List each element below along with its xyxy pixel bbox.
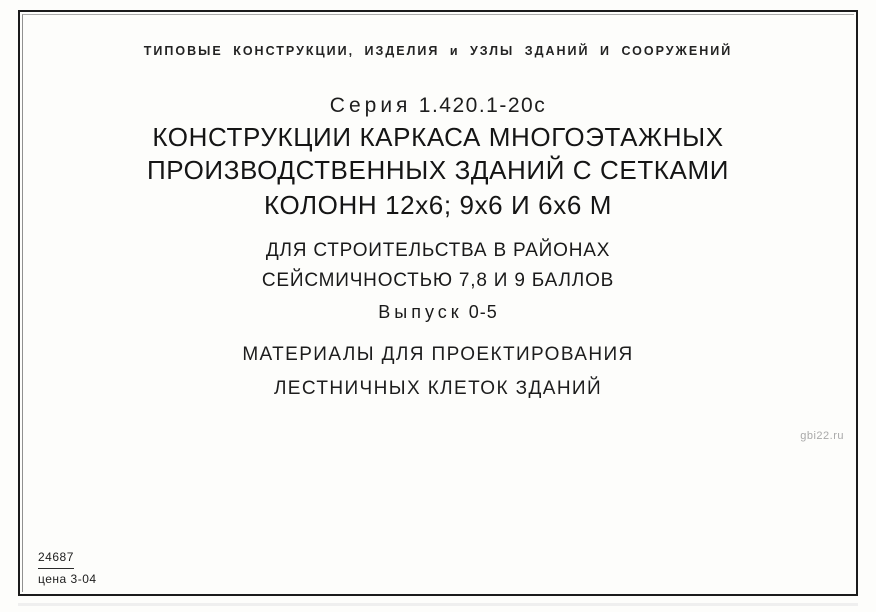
series-line — [0, 94, 876, 118]
series-label: Серия — [329, 94, 412, 117]
document-price: цена 3-04 — [38, 571, 97, 586]
footer-block — [38, 549, 97, 588]
scan-edge — [18, 603, 858, 606]
subtitle-line-2: СЕЙСМИЧНОСТЬЮ 7,8 И 9 БАЛЛОВ — [261, 270, 615, 291]
title-line-3: КОЛОНН 12х6; 9х6 И 6х6 М — [264, 190, 612, 220]
materials-line-2: ЛЕСТНИЧНЫХ КЛЕТОК ЗДАНИЙ — [273, 378, 603, 399]
subtitle-line-1: ДЛЯ СТРОИТЕЛЬСТВА В РАЙОНАХ — [265, 240, 611, 261]
document-code: 24687 — [38, 549, 74, 568]
materials-line-1: МАТЕРИАЛЫ ДЛЯ ПРОЕКТИРОВАНИЯ — [242, 344, 634, 365]
site-watermark: gbi22.ru — [800, 430, 844, 442]
title-line-2: ПРОИЗВОДСТВЕННЫХ ЗДАНИЙ С СЕТКАМИ — [146, 155, 730, 185]
series-number: 1.420.1-20с — [418, 94, 547, 117]
title-line-1: КОНСТРУКЦИИ КАРКАСА МНОГОЭТАЖНЫХ — [152, 122, 724, 152]
issue-line — [0, 302, 876, 323]
issue-number: 0-5 — [468, 302, 498, 322]
document-category-header: ТИПОВЫЕ КОНСТРУКЦИИ, ИЗДЕЛИЯ и УЗЛЫ ЗДАНИЙ И СООРУЖЕНИЙ — [143, 44, 733, 58]
issue-label: Выпуск — [378, 302, 463, 322]
